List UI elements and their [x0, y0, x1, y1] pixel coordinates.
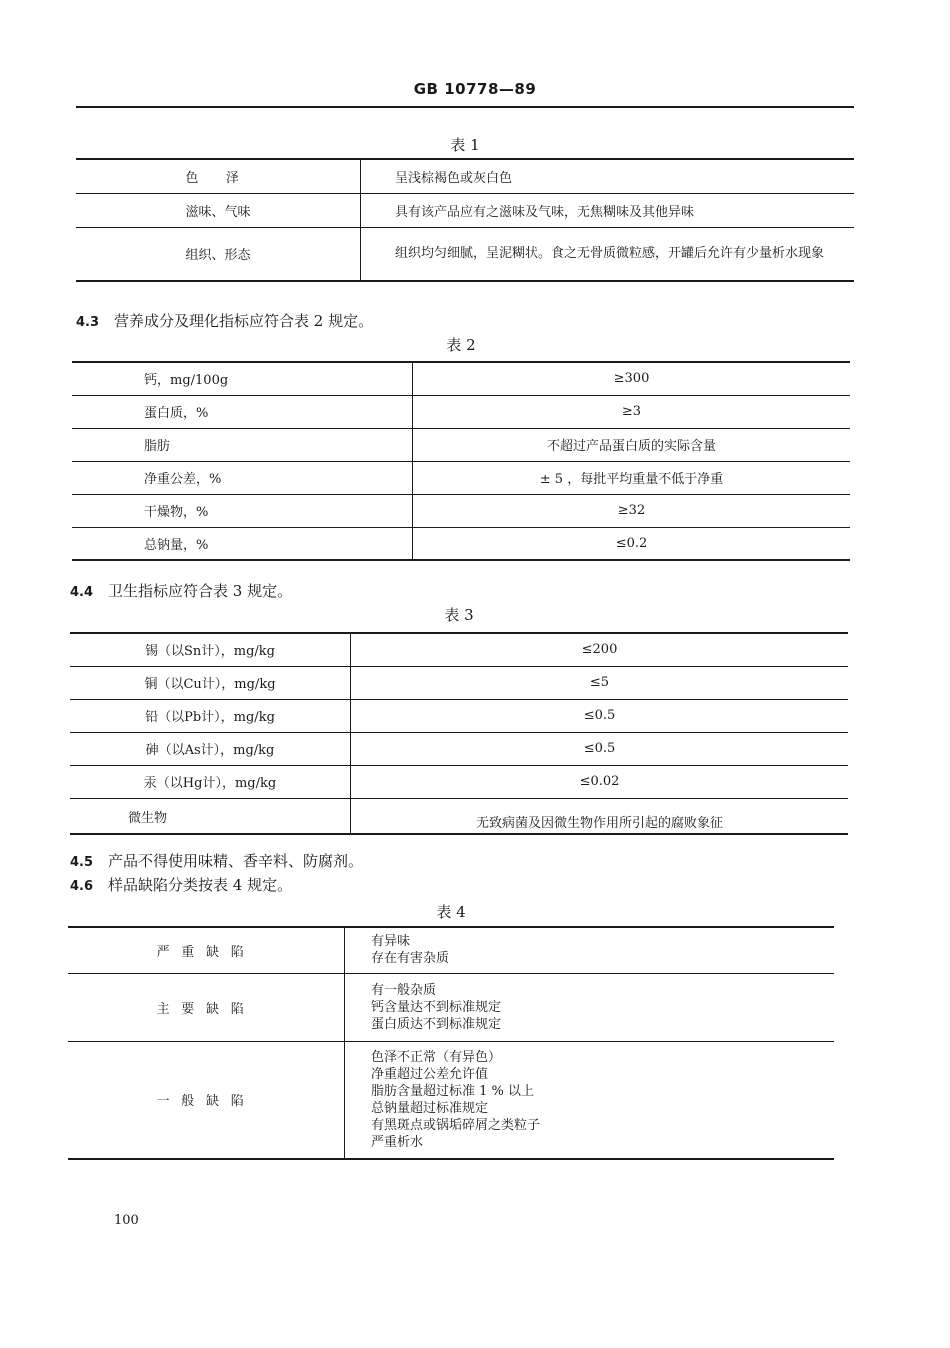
table-row: [72, 461, 850, 494]
clause-number: 4.3: [76, 315, 100, 330]
clause-text: 产品不得使用味精、香辛料、防腐剂。: [108, 852, 364, 870]
table-row: [70, 633, 848, 666]
table-row: [70, 666, 848, 699]
document-header: GB 10778—89: [413, 80, 537, 98]
table-row: [70, 765, 848, 798]
table-row: [70, 732, 848, 765]
table1-item: 滋味、气味: [76, 193, 361, 227]
table-row: [72, 362, 850, 395]
table2-value: ≤0.2: [413, 527, 851, 560]
page-number: 100: [114, 1213, 139, 1228]
table3-value: ≤200: [351, 633, 849, 666]
table4-defects: [345, 973, 835, 1041]
table-row: [76, 227, 854, 281]
table3-item: 微生物: [70, 798, 351, 834]
table2-caption: 表 2: [446, 336, 476, 354]
table4-category: 一般缺陷: [68, 1041, 345, 1159]
clause-text: 营养成分及理化指标应符合表 2 规定。: [114, 312, 374, 330]
table4-category: 主要缺陷: [68, 973, 345, 1041]
defect-item: 有一般杂质: [371, 982, 437, 998]
table-row: [72, 494, 850, 527]
table2-item: 总钠量，%: [72, 527, 413, 560]
table1-item: 组织、形态: [76, 227, 361, 281]
table3-item: 锡（以Sn计），mg/kg: [70, 633, 351, 666]
table3: [70, 632, 848, 835]
table-row: [70, 798, 848, 834]
defect-item: 存在有害杂质: [371, 951, 450, 967]
defect-item: 净重超过公差允许值: [371, 1066, 489, 1082]
table4-defects: [345, 1041, 835, 1159]
clause-4-6: [70, 874, 292, 895]
table2-item: 净重公差，%: [72, 461, 413, 494]
table2-item: 钙，mg/100g: [72, 362, 413, 395]
table4: [68, 926, 834, 1160]
defect-item: 严重析水: [371, 1134, 424, 1150]
table1-requirement: 呈浅棕褐色或灰白色: [361, 159, 855, 193]
clause-4-3: [76, 310, 373, 331]
defect-item: 有异味: [371, 934, 411, 950]
table1-caption: 表 1: [450, 136, 480, 154]
clause-number: 4.4: [70, 585, 94, 600]
table3-value: ≤5: [351, 666, 849, 699]
table-row: [72, 428, 850, 461]
table2-item: 蛋白质，%: [72, 395, 413, 428]
defect-item: 钙含量达不到标准规定: [371, 999, 502, 1015]
table2-value: ≥3: [413, 395, 851, 428]
table3-value: ≤0.02: [351, 765, 849, 798]
table2-item: 脂肪: [72, 428, 413, 461]
table-row: [70, 699, 848, 732]
table3-item: 铅（以Pb计），mg/kg: [70, 699, 351, 732]
table3-item: 汞（以Hg计），mg/kg: [70, 765, 351, 798]
clause-4-5: [70, 850, 363, 871]
table1-item: 色 泽: [76, 159, 361, 193]
defect-item: 脂肪含量超过标准 1 % 以上: [371, 1083, 535, 1099]
table-row: [72, 395, 850, 428]
table-row: [72, 527, 850, 560]
table2: [72, 361, 850, 561]
table4-defects: [345, 927, 835, 973]
table3-value: 无致病菌及因微生物作用所引起的腐败象征: [351, 798, 849, 834]
clause-text: 卫生指标应符合表 3 规定。: [108, 582, 293, 600]
table3-value: ≤0.5: [351, 732, 849, 765]
table-row: [68, 973, 834, 1041]
table2-value: ± 5 ，每批平均重量不低于净重: [413, 461, 851, 494]
table2-value: ≥300: [413, 362, 851, 395]
table3-caption: 表 3: [444, 606, 474, 624]
defect-item: 色泽不正常（有异色）: [371, 1049, 502, 1065]
table4-caption: 表 4: [436, 903, 466, 921]
table-row: [68, 927, 834, 973]
defect-item: 总钠量超过标准规定: [371, 1100, 489, 1116]
table3-item: 砷（以As计），mg/kg: [70, 732, 351, 765]
defect-item: 有黑斑点或锅垢碎屑之类粒子: [371, 1117, 541, 1133]
table1: [76, 158, 854, 282]
table4-category: 严重缺陷: [68, 927, 345, 973]
table-row: [68, 1041, 834, 1159]
table1-requirement: 组织均匀细腻，呈泥糊状。食之无骨质微粒感，开罐后允许有少量析水现象: [361, 227, 855, 281]
clause-number: 4.6: [70, 879, 94, 894]
table3-value: ≤0.5: [351, 699, 849, 732]
table-row: [76, 193, 854, 227]
table1-requirement: 具有该产品应有之滋味及气味，无焦糊味及其他异味: [361, 193, 855, 227]
table-row: [76, 159, 854, 193]
clause-4-4: [70, 580, 292, 601]
header-rule: [76, 106, 854, 108]
table2-value: 不超过产品蛋白质的实际含量: [413, 428, 851, 461]
table3-item: 铜（以Cu计），mg/kg: [70, 666, 351, 699]
defect-item: 蛋白质达不到标准规定: [371, 1016, 502, 1032]
table2-item: 干燥物，%: [72, 494, 413, 527]
clause-number: 4.5: [70, 855, 94, 870]
clause-text: 样品缺陷分类按表 4 规定。: [108, 876, 293, 894]
table2-value: ≥32: [413, 494, 851, 527]
